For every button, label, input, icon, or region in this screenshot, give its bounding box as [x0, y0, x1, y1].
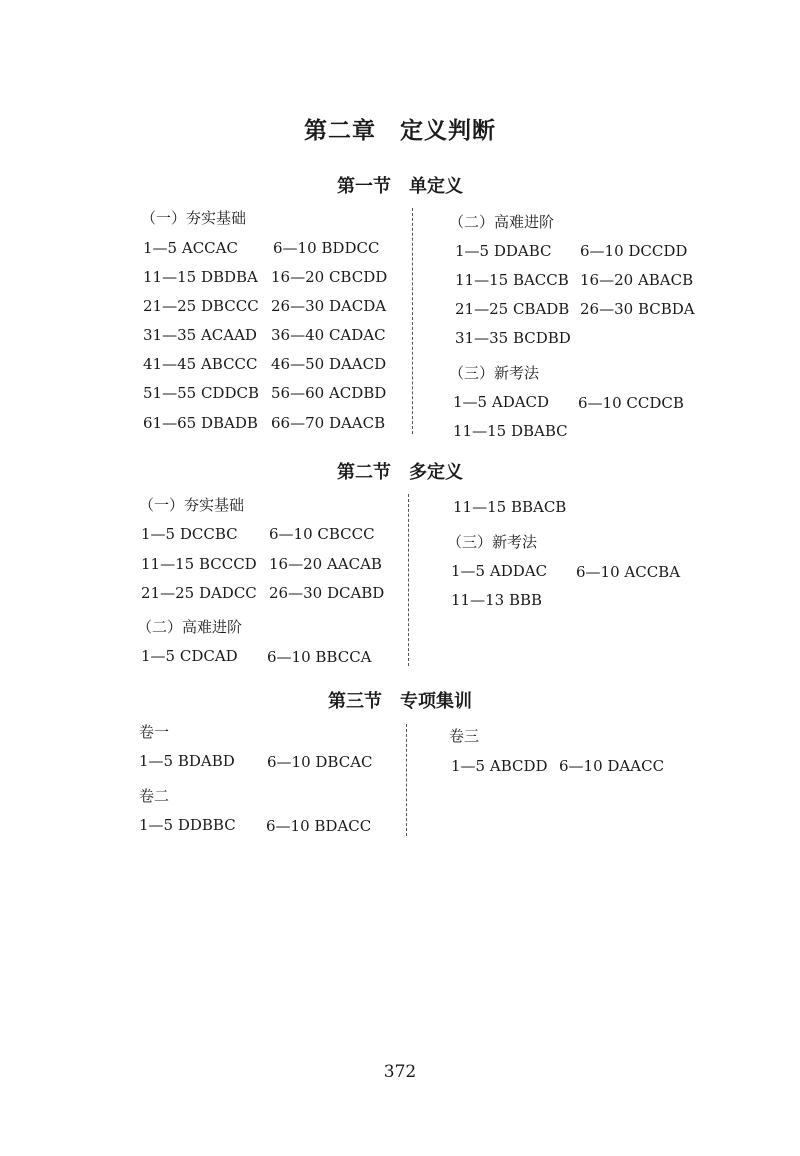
answer-range: 31—35 BCDBD — [455, 329, 571, 347]
answer-range: 1—5 ACCAC — [143, 239, 238, 257]
answer-range: 6—10 BDDCC — [273, 239, 380, 257]
answer-range: 11—15 BCCCD — [141, 555, 257, 573]
answer-range: 16—20 CBCDD — [271, 268, 388, 286]
answer-range: 6—10 ACCBA — [576, 563, 681, 581]
answer-range: 6—10 CCDCB — [578, 394, 684, 412]
answer-range: 6—10 BBCCA — [267, 648, 372, 666]
answer-range: 56—60 ACDBD — [271, 384, 387, 402]
answer-range: 11—15 BBACB — [453, 498, 567, 516]
subsection-heading: （三）新考法 — [449, 364, 540, 382]
answer-range: 1—5 DDBBC — [139, 816, 236, 834]
answer-range: 1—5 CDCAD — [141, 647, 238, 665]
section-title-2: 第二节 多定义 — [337, 462, 463, 483]
answer-range: 11—15 DBABC — [453, 422, 568, 440]
answer-range: 1—5 ADACD — [453, 393, 550, 411]
answer-range: 26—30 BCBDA — [580, 300, 695, 318]
answer-range: 31—35 ACAAD — [143, 326, 257, 344]
subsection-heading: （三）新考法 — [447, 533, 538, 551]
section-title-3: 第三节 专项集训 — [328, 691, 472, 712]
page-number: 372 — [383, 1062, 417, 1082]
subsection-heading: （二）高难进阶 — [449, 213, 555, 231]
section-title-1: 第一节 单定义 — [337, 176, 463, 197]
answer-range: 16—20 ABACB — [580, 271, 694, 289]
answer-range: 6—10 DBCAC — [267, 753, 373, 771]
answer-range: 6—10 DCCDD — [580, 242, 688, 260]
subsection-heading: （二）高难进阶 — [137, 618, 243, 636]
answer-range: 1—5 ADDAC — [451, 562, 548, 580]
answer-range: 66—70 DAACB — [271, 414, 386, 432]
subsection-heading: （一）夯实基础 — [141, 209, 247, 227]
answer-range: 6—10 CBCCC — [269, 525, 375, 543]
answer-range: 1—5 DCCBC — [141, 525, 238, 543]
subsection-heading: 卷二 — [139, 787, 170, 805]
column-divider — [412, 208, 413, 434]
answer-range: 21—25 DADCC — [141, 584, 257, 602]
answer-range: 1—5 DDABC — [455, 242, 552, 260]
answer-range: 11—13 BBB — [451, 591, 543, 609]
answer-range: 61—65 DBADB — [143, 414, 258, 432]
answer-range: 6—10 DAACC — [559, 757, 665, 775]
answer-range: 41—45 ABCCC — [143, 355, 258, 373]
column-divider — [408, 494, 409, 666]
answer-range: 11—15 BACCB — [455, 271, 569, 289]
answer-range: 11—15 DBDBA — [143, 268, 258, 286]
answer-range: 1—5 ABCDD — [451, 757, 548, 775]
answer-range: 36—40 CADAC — [271, 326, 386, 344]
answer-range: 16—20 AACAB — [269, 555, 382, 573]
answer-range: 51—55 CDDCB — [143, 384, 259, 402]
chapter-title: 第二章 定义判断 — [304, 118, 496, 144]
subsection-heading: 卷三 — [449, 727, 480, 745]
answer-range: 46—50 DAACD — [271, 355, 387, 373]
column-divider — [406, 724, 407, 836]
answer-range: 6—10 BDACC — [266, 817, 372, 835]
answer-range: 1—5 BDABD — [139, 752, 235, 770]
answer-range: 26—30 DACDA — [271, 297, 387, 315]
subsection-heading: （一）夯实基础 — [139, 496, 245, 514]
answer-range: 26—30 DCABD — [269, 584, 385, 602]
answer-range: 21—25 CBADB — [455, 300, 570, 318]
answer-range: 21—25 DBCCC — [143, 297, 259, 315]
subsection-heading: 卷一 — [139, 723, 170, 741]
